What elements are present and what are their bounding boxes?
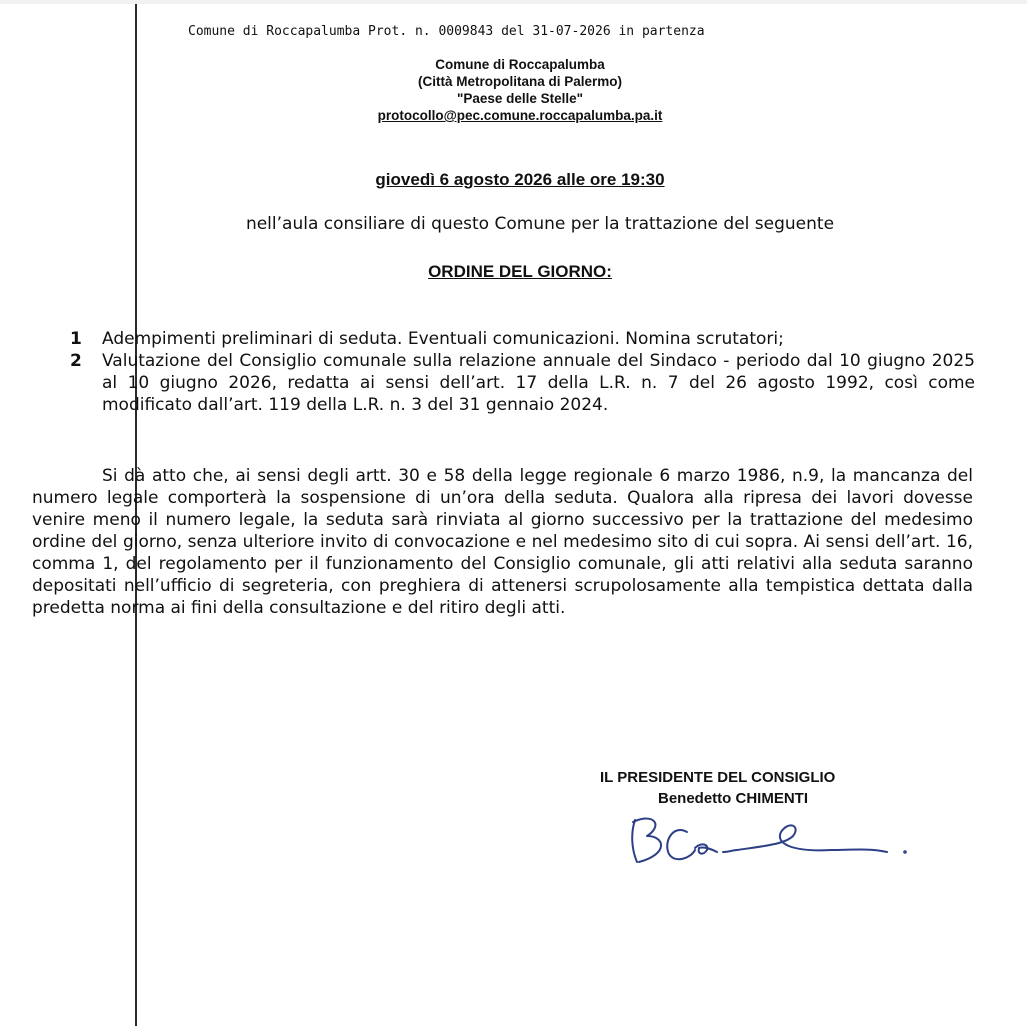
protocol-stamp: Comune di Roccapalumba Prot. n. 0009843 del 31-07-2026 in partenza: [188, 24, 705, 39]
scan-top-edge: [0, 0, 1027, 4]
metropolitan-city: (Città Metropolitana di Palermo): [417, 74, 623, 89]
handwritten-signature: [625, 808, 915, 878]
signatory-title: IL PRESIDENTE DEL CONSIGLIO: [600, 769, 836, 786]
agenda-item-number: 2: [70, 351, 82, 371]
letterhead: [300, 56, 740, 124]
agenda-item-text: Adempimenti preliminari di seduta. Eventuali comunicazioni. Nomina scrutatori;: [102, 329, 784, 349]
town-motto: "Paese delle Stelle": [456, 91, 584, 106]
agenda-item-text: Valutazione del Consiglio comunale sulla relazione annuale del Sindaco - periodo dal 10 giugno 2025 al 10 giugno 2026, redatta ai sensi dell’art. 17 della L.R. n. 7 del 26 agosto 1992, così come modificato dall’art. 119 della L.R. n. 3 del 31 gennaio 2024.: [102, 351, 975, 415]
meeting-date: giovedì 6 agosto 2026 alle ore 19:30: [375, 170, 665, 189]
agenda-item: [70, 350, 975, 416]
municipality-name: Comune di Roccapalumba: [435, 57, 605, 72]
meeting-intro: nell’aula consiliare di questo Comune per la trattazione del seguente: [245, 214, 835, 234]
agenda-item-number: 1: [70, 329, 82, 349]
pec-email-link[interactable]: protocollo@pec.comune.roccapalumba.pa.it: [377, 108, 663, 123]
agenda-list: [70, 328, 975, 416]
agenda-title: ORDINE DEL GIORNO:: [428, 262, 612, 281]
agenda-item: [70, 328, 975, 350]
legal-notice-paragraph: Si dà atto che, ai sensi degli artt. 30 e 58 della legge regionale 6 marzo 1986, n.9, la mancanza del numero legale comporterà la sospensione di un’ora della seduta. Qualora alla ripresa dei lavori dovesse venire meno il numero legale, la seduta sarà rinviata al giorno successivo per la trattazione del medesimo ordine del giorno, senza ulteriore invito di convocazione e nel medesimo sito di cui sopra. Ai sensi dell’art. 16, comma 1, del regolamento per il funzionamento del Consiglio comunale, gli atti relativi alla seduta saranno depositati nell’ufficio di segreteria, con preghiera di attenersi scrupolosamente alla tempistica dettata dalla predetta norma ai fini della consultazione e del ritiro degli atti.: [32, 466, 973, 618]
signatory-name: Benedetto CHIMENTI: [658, 790, 808, 807]
